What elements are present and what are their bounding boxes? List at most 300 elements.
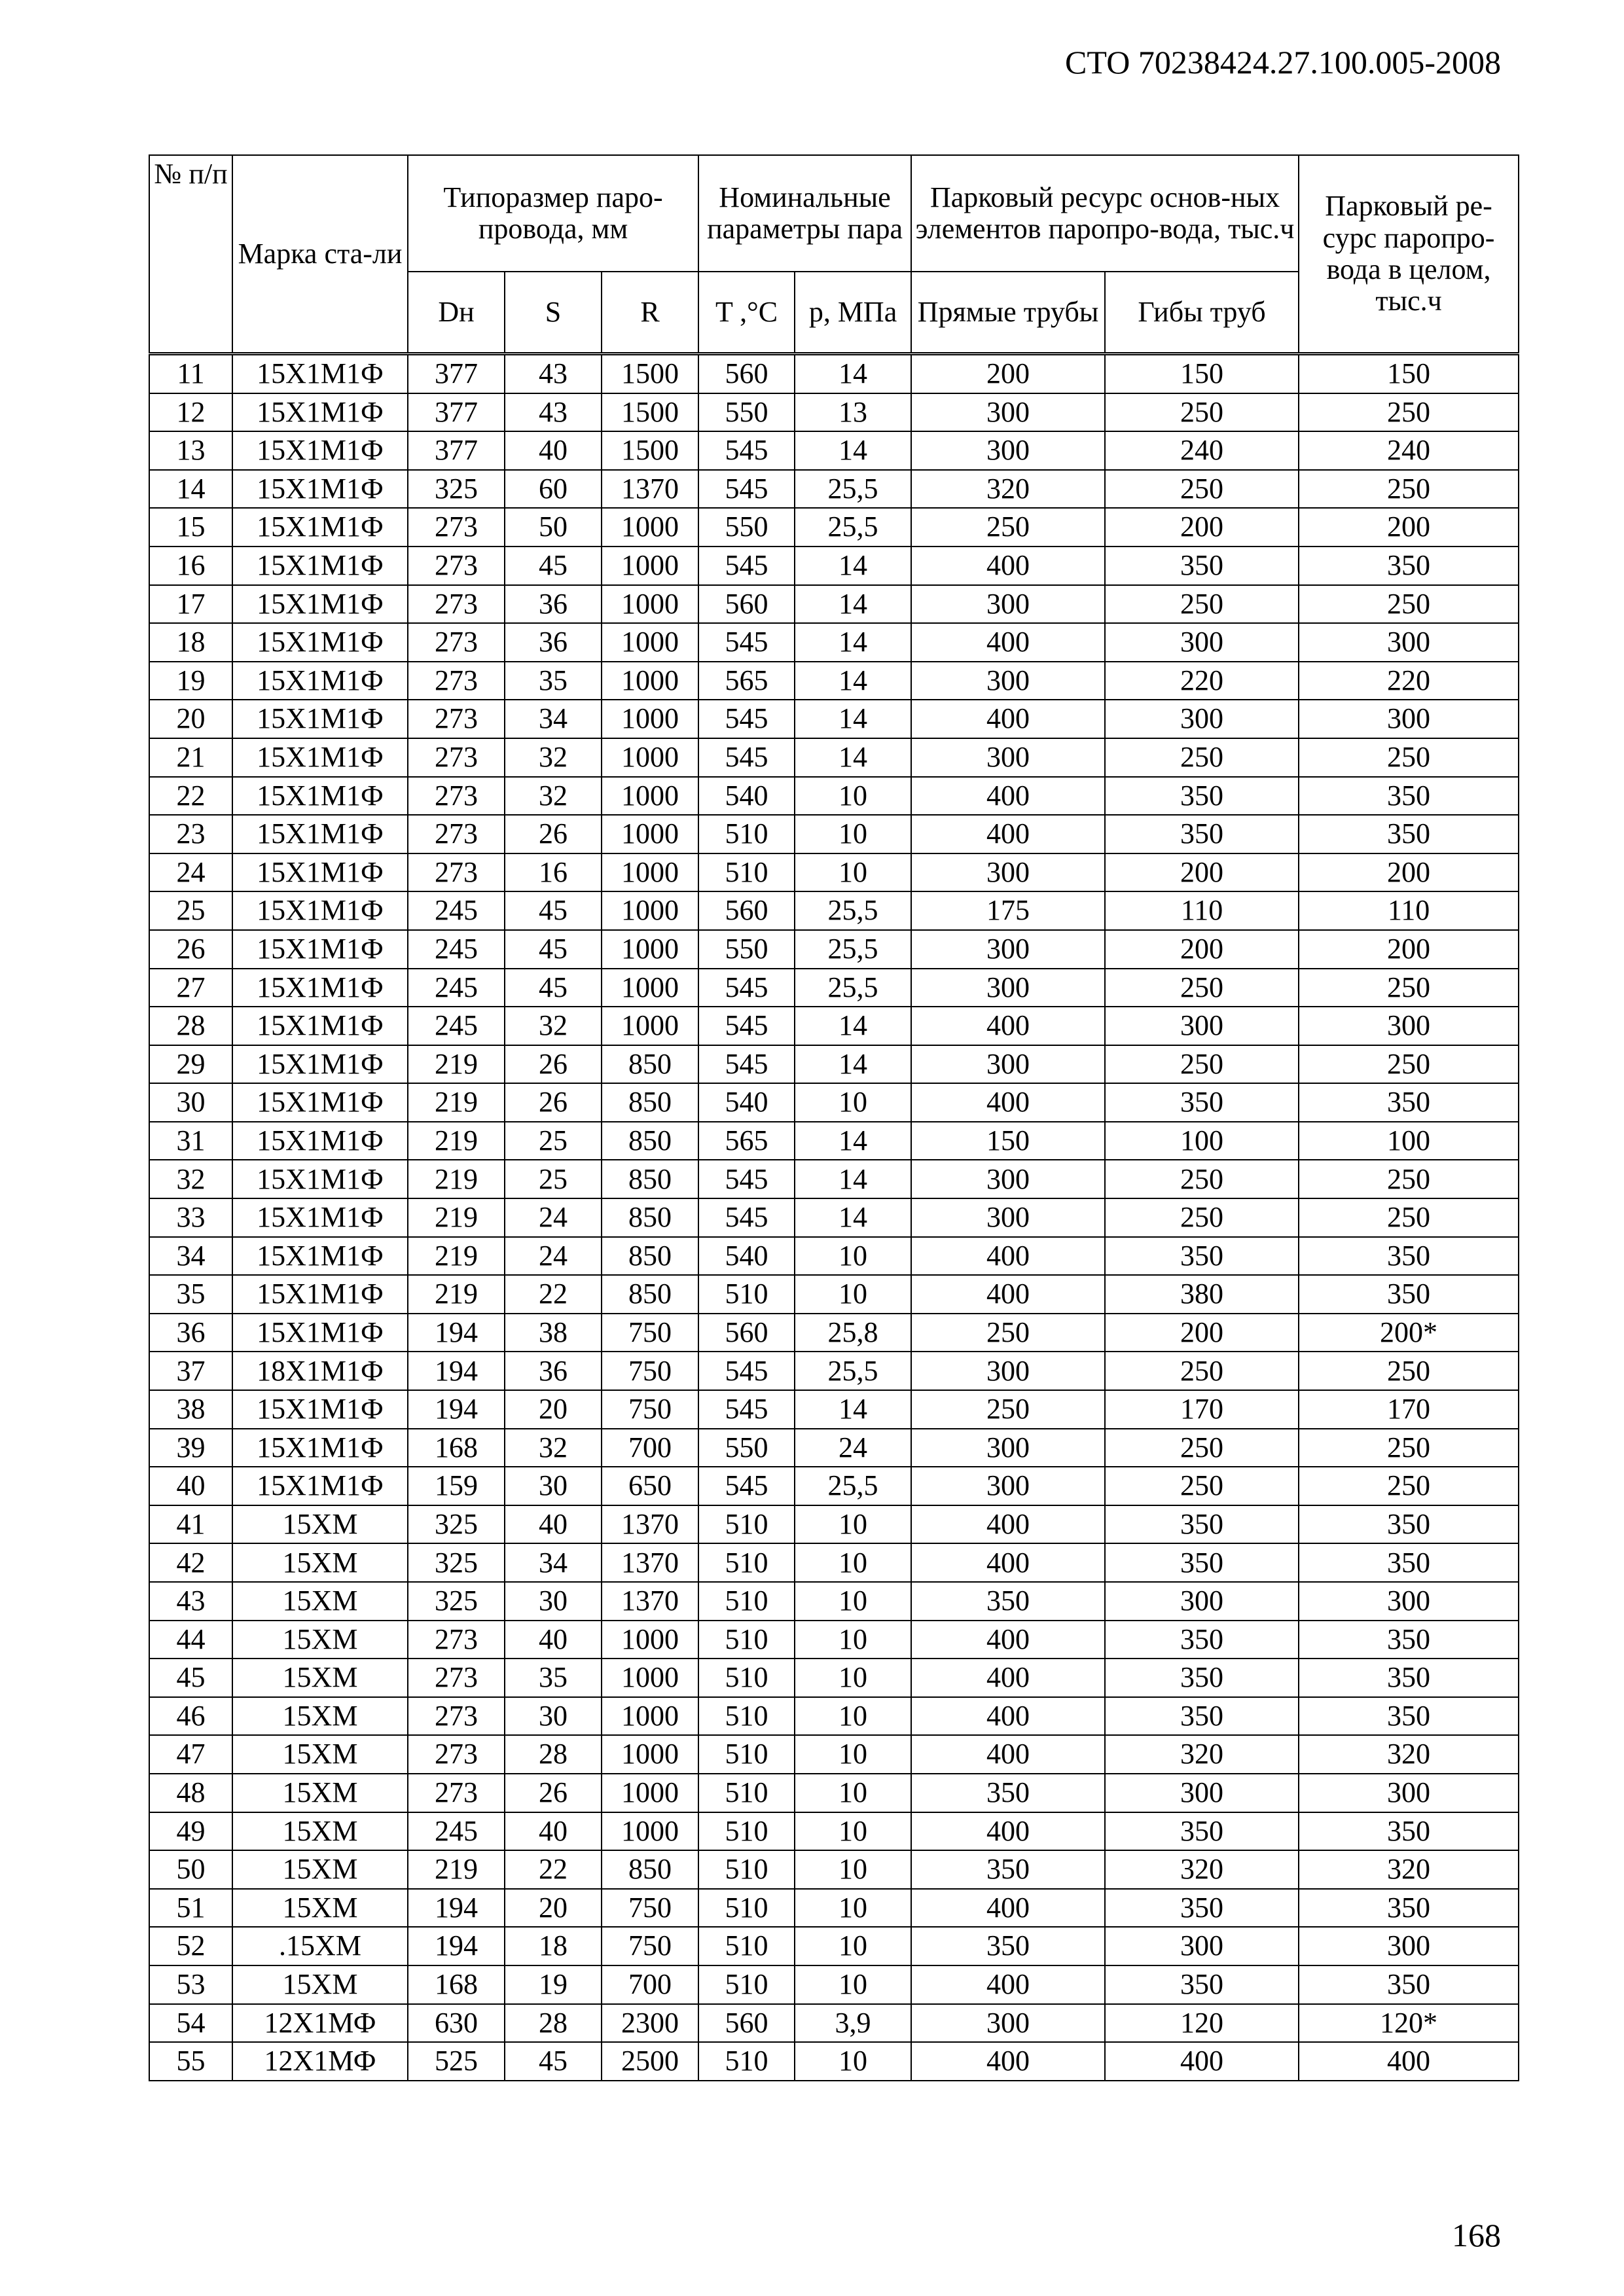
cell-s: 40 <box>505 431 602 470</box>
cell-r: 1000 <box>602 1007 698 1045</box>
cell-row-number: 32 <box>149 1160 232 1198</box>
cell-dn: 273 <box>408 623 505 662</box>
cell-pressure: 25,5 <box>795 470 911 509</box>
cell-dn: 325 <box>408 1543 505 1582</box>
cell-row-number: 25 <box>149 891 232 930</box>
table-row <box>149 1045 1519 1084</box>
cell-pipe-bends: 350 <box>1105 1812 1299 1851</box>
header-straight-pipes: Прямые трубы <box>911 272 1105 354</box>
table-row <box>149 1965 1519 2004</box>
cell-row-number: 23 <box>149 815 232 853</box>
cell-steel-grade: 15Х1М1Ф <box>232 1122 408 1160</box>
cell-row-number: 37 <box>149 1352 232 1390</box>
cell-dn: 194 <box>408 1352 505 1390</box>
table-row <box>149 738 1519 777</box>
cell-straight-pipes: 250 <box>911 1314 1105 1352</box>
table-row <box>149 1927 1519 1965</box>
cell-s: 45 <box>505 547 602 585</box>
cell-temperature: 560 <box>698 891 795 930</box>
cell-r: 1000 <box>602 738 698 777</box>
cell-total-resource: 250 <box>1299 1045 1519 1084</box>
cell-straight-pipes: 400 <box>911 1237 1105 1276</box>
cell-straight-pipes: 400 <box>911 700 1105 738</box>
table-row <box>149 1007 1519 1045</box>
cell-pipe-bends: 250 <box>1105 738 1299 777</box>
cell-dn: 219 <box>408 1122 505 1160</box>
cell-s: 18 <box>505 1927 602 1965</box>
cell-pipe-bends: 200 <box>1105 1314 1299 1352</box>
cell-total-resource: 250 <box>1299 470 1519 509</box>
cell-total-resource: 250 <box>1299 1429 1519 1467</box>
cell-pressure: 10 <box>795 1850 911 1889</box>
cell-temperature: 560 <box>698 585 795 624</box>
cell-temperature: 510 <box>698 1275 795 1314</box>
cell-pressure: 14 <box>795 1198 911 1237</box>
cell-row-number: 21 <box>149 738 232 777</box>
header-r: R <box>602 272 698 354</box>
header-temperature: T ,°C <box>698 272 795 354</box>
cell-total-resource: 350 <box>1299 777 1519 816</box>
cell-dn: 219 <box>408 1850 505 1889</box>
cell-s: 28 <box>505 2004 602 2043</box>
cell-pressure: 25,5 <box>795 1467 911 1505</box>
cell-dn: 194 <box>408 1927 505 1965</box>
cell-steel-grade: 15Х1М1Ф <box>232 1467 408 1505</box>
cell-straight-pipes: 320 <box>911 470 1105 509</box>
cell-dn: 273 <box>408 1659 505 1697</box>
cell-r: 1000 <box>602 1697 698 1736</box>
cell-pressure: 25,5 <box>795 969 911 1007</box>
cell-total-resource: 250 <box>1299 1160 1519 1198</box>
cell-r: 850 <box>602 1237 698 1276</box>
table-row <box>149 1735 1519 1774</box>
cell-pressure: 14 <box>795 662 911 700</box>
cell-temperature: 560 <box>698 354 795 393</box>
cell-temperature: 510 <box>698 815 795 853</box>
cell-temperature: 545 <box>698 623 795 662</box>
cell-pressure: 25,5 <box>795 508 911 547</box>
cell-steel-grade: 15ХМ <box>232 1812 408 1851</box>
cell-temperature: 540 <box>698 1237 795 1276</box>
cell-pressure: 10 <box>795 1774 911 1812</box>
cell-straight-pipes: 400 <box>911 1543 1105 1582</box>
cell-total-resource: 300 <box>1299 1007 1519 1045</box>
cell-pipe-bends: 350 <box>1105 1659 1299 1697</box>
cell-r: 650 <box>602 1467 698 1505</box>
cell-steel-grade: 15ХМ <box>232 1889 408 1928</box>
cell-steel-grade: 15Х1М1Ф <box>232 777 408 816</box>
cell-total-resource: 240 <box>1299 431 1519 470</box>
cell-temperature: 545 <box>698 969 795 1007</box>
cell-pressure: 14 <box>795 623 911 662</box>
cell-straight-pipes: 300 <box>911 1198 1105 1237</box>
cell-steel-grade: 15Х1М1Ф <box>232 1390 408 1429</box>
cell-straight-pipes: 400 <box>911 1889 1105 1928</box>
cell-steel-grade: 15Х1М1Ф <box>232 1198 408 1237</box>
cell-pipe-bends: 400 <box>1105 2042 1299 2081</box>
cell-pressure: 14 <box>795 354 911 393</box>
cell-temperature: 510 <box>698 1850 795 1889</box>
cell-temperature: 545 <box>698 1352 795 1390</box>
cell-pressure: 10 <box>795 1735 911 1774</box>
cell-steel-grade: 15Х1М1Ф <box>232 470 408 509</box>
cell-dn: 219 <box>408 1237 505 1276</box>
table-row <box>149 1505 1519 1544</box>
cell-pipe-bends: 240 <box>1105 431 1299 470</box>
cell-row-number: 15 <box>149 508 232 547</box>
cell-s: 26 <box>505 1045 602 1084</box>
cell-dn: 377 <box>408 393 505 432</box>
cell-straight-pipes: 400 <box>911 2042 1105 2081</box>
cell-pipe-bends: 350 <box>1105 777 1299 816</box>
cell-row-number: 29 <box>149 1045 232 1084</box>
cell-pipe-bends: 380 <box>1105 1275 1299 1314</box>
cell-steel-grade: 15Х1М1Ф <box>232 623 408 662</box>
header-element-resource: Парковый ресурс основ-ных элементов паропро-вода, тыс.ч <box>911 155 1299 272</box>
cell-row-number: 30 <box>149 1083 232 1122</box>
cell-pipe-bends: 350 <box>1105 1543 1299 1582</box>
cell-dn: 219 <box>408 1083 505 1122</box>
cell-steel-grade: 15ХМ <box>232 1582 408 1621</box>
cell-row-number: 13 <box>149 431 232 470</box>
cell-pressure: 25,5 <box>795 891 911 930</box>
cell-dn: 219 <box>408 1275 505 1314</box>
cell-straight-pipes: 300 <box>911 930 1105 969</box>
cell-pipe-bends: 300 <box>1105 1774 1299 1812</box>
cell-temperature: 510 <box>698 1774 795 1812</box>
cell-s: 22 <box>505 1850 602 1889</box>
cell-dn: 273 <box>408 777 505 816</box>
cell-total-resource: 350 <box>1299 1621 1519 1659</box>
cell-dn: 219 <box>408 1045 505 1084</box>
cell-r: 850 <box>602 1045 698 1084</box>
cell-pipe-bends: 300 <box>1105 1007 1299 1045</box>
cell-s: 25 <box>505 1160 602 1198</box>
cell-s: 40 <box>505 1812 602 1851</box>
cell-temperature: 565 <box>698 662 795 700</box>
cell-straight-pipes: 400 <box>911 1812 1105 1851</box>
cell-dn: 273 <box>408 700 505 738</box>
cell-r: 750 <box>602 1390 698 1429</box>
cell-s: 30 <box>505 1582 602 1621</box>
cell-row-number: 51 <box>149 1889 232 1928</box>
cell-temperature: 510 <box>698 1659 795 1697</box>
cell-r: 1000 <box>602 1774 698 1812</box>
cell-row-number: 47 <box>149 1735 232 1774</box>
cell-r: 1000 <box>602 815 698 853</box>
cell-steel-grade: 15ХМ <box>232 1659 408 1697</box>
cell-r: 700 <box>602 1965 698 2004</box>
cell-r: 850 <box>602 1122 698 1160</box>
cell-dn: 273 <box>408 738 505 777</box>
cell-total-resource: 350 <box>1299 1697 1519 1736</box>
cell-steel-grade: 15ХМ <box>232 1965 408 2004</box>
table-row <box>149 2042 1519 2081</box>
cell-r: 1500 <box>602 354 698 393</box>
cell-r: 1370 <box>602 1505 698 1544</box>
cell-pressure: 14 <box>795 585 911 624</box>
cell-pressure: 10 <box>795 815 911 853</box>
cell-straight-pipes: 300 <box>911 969 1105 1007</box>
cell-total-resource: 300 <box>1299 623 1519 662</box>
cell-s: 36 <box>505 1352 602 1390</box>
table-row <box>149 700 1519 738</box>
cell-row-number: 16 <box>149 547 232 585</box>
cell-steel-grade: 15ХМ <box>232 1850 408 1889</box>
cell-pipe-bends: 300 <box>1105 1582 1299 1621</box>
table-row <box>149 1237 1519 1276</box>
cell-dn: 245 <box>408 1007 505 1045</box>
cell-r: 750 <box>602 1889 698 1928</box>
table-row <box>149 891 1519 930</box>
cell-pipe-bends: 250 <box>1105 585 1299 624</box>
cell-steel-grade: 15Х1М1Ф <box>232 969 408 1007</box>
cell-pipe-bends: 250 <box>1105 1352 1299 1390</box>
cell-s: 38 <box>505 1314 602 1352</box>
cell-dn: 525 <box>408 2042 505 2081</box>
cell-total-resource: 300 <box>1299 700 1519 738</box>
cell-pressure: 10 <box>795 1505 911 1544</box>
cell-steel-grade: 15Х1М1Ф <box>232 354 408 393</box>
cell-r: 750 <box>602 1352 698 1390</box>
cell-straight-pipes: 350 <box>911 1774 1105 1812</box>
cell-s: 50 <box>505 508 602 547</box>
cell-s: 19 <box>505 1965 602 2004</box>
cell-pipe-bends: 320 <box>1105 1850 1299 1889</box>
cell-s: 24 <box>505 1237 602 1276</box>
cell-row-number: 35 <box>149 1275 232 1314</box>
table-row <box>149 1774 1519 1812</box>
cell-dn: 273 <box>408 547 505 585</box>
cell-s: 22 <box>505 1275 602 1314</box>
cell-dn: 273 <box>408 585 505 624</box>
cell-dn: 273 <box>408 1621 505 1659</box>
header-dn: Dн <box>408 272 505 354</box>
table-row <box>149 1198 1519 1237</box>
cell-s: 16 <box>505 853 602 892</box>
cell-row-number: 49 <box>149 1812 232 1851</box>
cell-row-number: 24 <box>149 853 232 892</box>
cell-steel-grade: 15Х1М1Ф <box>232 1160 408 1198</box>
cell-s: 20 <box>505 1889 602 1928</box>
cell-dn: 194 <box>408 1314 505 1352</box>
cell-dn: 159 <box>408 1467 505 1505</box>
cell-pipe-bends: 100 <box>1105 1122 1299 1160</box>
cell-pressure: 25,5 <box>795 930 911 969</box>
cell-r: 1000 <box>602 1812 698 1851</box>
cell-pipe-bends: 350 <box>1105 1889 1299 1928</box>
cell-temperature: 510 <box>698 1543 795 1582</box>
cell-temperature: 550 <box>698 930 795 969</box>
cell-temperature: 510 <box>698 1889 795 1928</box>
cell-s: 30 <box>505 1697 602 1736</box>
cell-row-number: 19 <box>149 662 232 700</box>
cell-temperature: 550 <box>698 508 795 547</box>
cell-r: 1000 <box>602 777 698 816</box>
cell-s: 32 <box>505 738 602 777</box>
cell-s: 34 <box>505 1543 602 1582</box>
cell-straight-pipes: 350 <box>911 1582 1105 1621</box>
cell-r: 2300 <box>602 2004 698 2043</box>
cell-r: 1500 <box>602 393 698 432</box>
cell-total-resource: 170 <box>1299 1390 1519 1429</box>
cell-r: 1000 <box>602 930 698 969</box>
cell-s: 40 <box>505 1621 602 1659</box>
cell-steel-grade: 15ХМ <box>232 1543 408 1582</box>
cell-row-number: 39 <box>149 1429 232 1467</box>
table-row <box>149 930 1519 969</box>
cell-temperature: 540 <box>698 777 795 816</box>
cell-steel-grade: .15ХМ <box>232 1927 408 1965</box>
cell-straight-pipes: 250 <box>911 1390 1105 1429</box>
cell-dn: 325 <box>408 1582 505 1621</box>
cell-steel-grade: 15Х1М1Ф <box>232 1007 408 1045</box>
cell-r: 1000 <box>602 1735 698 1774</box>
table-row <box>149 1122 1519 1160</box>
cell-r: 1000 <box>602 623 698 662</box>
cell-r: 850 <box>602 1198 698 1237</box>
cell-straight-pipes: 300 <box>911 431 1105 470</box>
cell-steel-grade: 15Х1М1Ф <box>232 393 408 432</box>
cell-steel-grade: 15Х1М1Ф <box>232 1083 408 1122</box>
cell-steel-grade: 15Х1М1Ф <box>232 1275 408 1314</box>
cell-pressure: 10 <box>795 1927 911 1965</box>
cell-pressure: 14 <box>795 700 911 738</box>
table-row <box>149 585 1519 624</box>
cell-r: 1000 <box>602 1659 698 1697</box>
cell-pipe-bends: 250 <box>1105 1160 1299 1198</box>
cell-s: 24 <box>505 1198 602 1237</box>
table-row <box>149 354 1519 393</box>
cell-row-number: 42 <box>149 1543 232 1582</box>
cell-steel-grade: 15Х1М1Ф <box>232 585 408 624</box>
cell-temperature: 545 <box>698 1198 795 1237</box>
cell-dn: 219 <box>408 1198 505 1237</box>
cell-steel-grade: 15Х1М1Ф <box>232 508 408 547</box>
cell-temperature: 550 <box>698 1429 795 1467</box>
cell-temperature: 545 <box>698 738 795 777</box>
cell-row-number: 48 <box>149 1774 232 1812</box>
cell-dn: 273 <box>408 1697 505 1736</box>
table-row <box>149 969 1519 1007</box>
cell-straight-pipes: 350 <box>911 1850 1105 1889</box>
cell-dn: 630 <box>408 2004 505 2043</box>
table-row <box>149 1275 1519 1314</box>
cell-row-number: 28 <box>149 1007 232 1045</box>
cell-pressure: 10 <box>795 1275 911 1314</box>
cell-dn: 219 <box>408 1160 505 1198</box>
cell-r: 750 <box>602 1927 698 1965</box>
cell-row-number: 45 <box>149 1659 232 1697</box>
cell-r: 850 <box>602 1083 698 1122</box>
cell-pressure: 14 <box>795 547 911 585</box>
table-row <box>149 431 1519 470</box>
table-row <box>149 508 1519 547</box>
cell-s: 45 <box>505 891 602 930</box>
cell-straight-pipes: 300 <box>911 853 1105 892</box>
cell-pressure: 14 <box>795 738 911 777</box>
cell-pipe-bends: 250 <box>1105 1045 1299 1084</box>
cell-temperature: 510 <box>698 1965 795 2004</box>
cell-total-resource: 350 <box>1299 1275 1519 1314</box>
cell-temperature: 545 <box>698 470 795 509</box>
cell-dn: 325 <box>408 1505 505 1544</box>
cell-r: 1000 <box>602 853 698 892</box>
cell-pressure: 10 <box>795 1582 911 1621</box>
cell-pressure: 10 <box>795 1889 911 1928</box>
cell-row-number: 36 <box>149 1314 232 1352</box>
cell-temperature: 560 <box>698 1314 795 1352</box>
cell-s: 28 <box>505 1735 602 1774</box>
cell-row-number: 26 <box>149 930 232 969</box>
cell-pipe-bends: 200 <box>1105 853 1299 892</box>
cell-total-resource: 400 <box>1299 2042 1519 2081</box>
cell-pipe-bends: 250 <box>1105 1429 1299 1467</box>
cell-total-resource: 300 <box>1299 1927 1519 1965</box>
steam-pipeline-resource-table <box>149 154 1519 2081</box>
cell-r: 1000 <box>602 585 698 624</box>
cell-steel-grade: 12Х1МФ <box>232 2004 408 2043</box>
table-row <box>149 393 1519 432</box>
cell-r: 700 <box>602 1429 698 1467</box>
cell-pressure: 14 <box>795 1160 911 1198</box>
cell-pressure: 10 <box>795 1812 911 1851</box>
cell-straight-pipes: 400 <box>911 547 1105 585</box>
cell-pipe-bends: 110 <box>1105 891 1299 930</box>
header-pipe-bends: Гибы труб <box>1105 272 1299 354</box>
cell-row-number: 44 <box>149 1621 232 1659</box>
table-row <box>149 1352 1519 1390</box>
table-row <box>149 662 1519 700</box>
cell-row-number: 55 <box>149 2042 232 2081</box>
cell-temperature: 545 <box>698 1007 795 1045</box>
cell-row-number: 20 <box>149 700 232 738</box>
cell-row-number: 11 <box>149 354 232 393</box>
cell-pressure: 25,8 <box>795 1314 911 1352</box>
cell-r: 1370 <box>602 1582 698 1621</box>
cell-straight-pipes: 400 <box>911 1275 1105 1314</box>
cell-r: 2500 <box>602 2042 698 2081</box>
cell-straight-pipes: 300 <box>911 585 1105 624</box>
cell-total-resource: 250 <box>1299 1198 1519 1237</box>
cell-straight-pipes: 400 <box>911 623 1105 662</box>
cell-steel-grade: 15Х1М1Ф <box>232 815 408 853</box>
table-row <box>149 1582 1519 1621</box>
cell-steel-grade: 15Х1М1Ф <box>232 700 408 738</box>
header-pressure: p, МПа <box>795 272 911 354</box>
cell-straight-pipes: 400 <box>911 1735 1105 1774</box>
cell-pipe-bends: 200 <box>1105 508 1299 547</box>
header-row-number: № п/п <box>149 155 232 354</box>
cell-straight-pipes: 350 <box>911 1927 1105 1965</box>
cell-dn: 245 <box>408 891 505 930</box>
cell-total-resource: 110 <box>1299 891 1519 930</box>
cell-row-number: 54 <box>149 2004 232 2043</box>
cell-r: 850 <box>602 1275 698 1314</box>
cell-r: 1500 <box>602 431 698 470</box>
cell-temperature: 545 <box>698 1160 795 1198</box>
cell-r: 1000 <box>602 969 698 1007</box>
cell-dn: 168 <box>408 1429 505 1467</box>
cell-straight-pipes: 300 <box>911 738 1105 777</box>
cell-total-resource: 200 <box>1299 930 1519 969</box>
cell-total-resource: 150 <box>1299 354 1519 393</box>
cell-steel-grade: 15ХМ <box>232 1735 408 1774</box>
cell-row-number: 41 <box>149 1505 232 1544</box>
table-row <box>149 1467 1519 1505</box>
cell-s: 26 <box>505 1774 602 1812</box>
cell-r: 1000 <box>602 547 698 585</box>
